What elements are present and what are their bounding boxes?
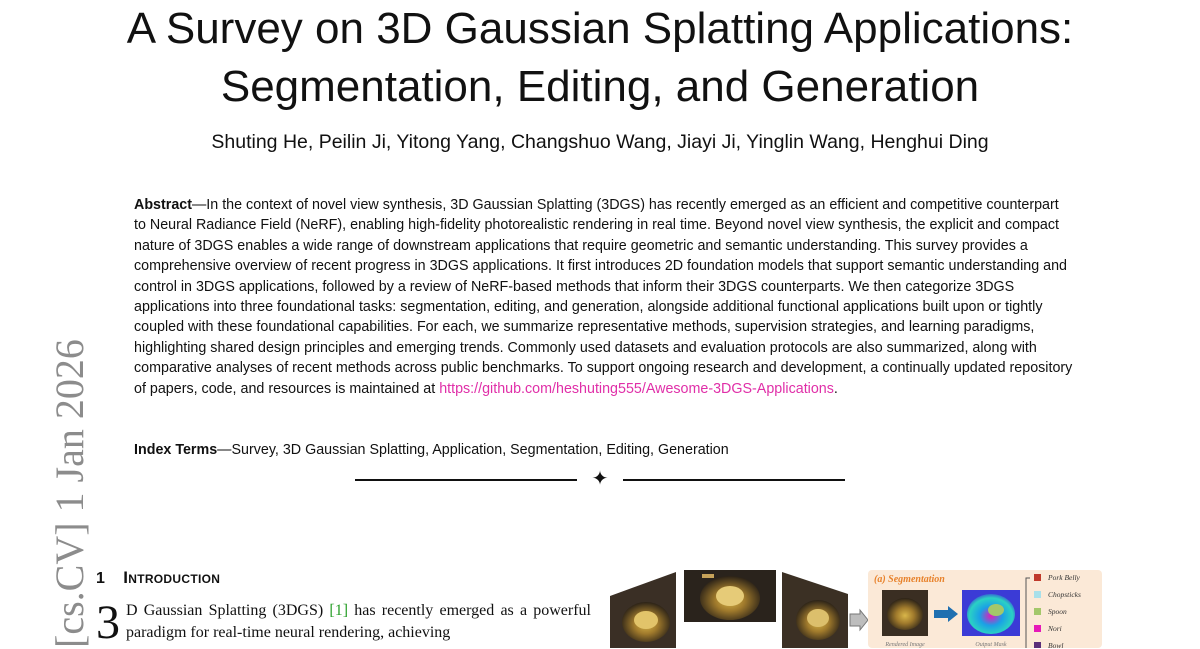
divider-star-icon: ✦ <box>591 468 609 490</box>
paper-title <box>0 0 1200 116</box>
paper-title-line-2: Segmentation, Editing, and Generation <box>220 62 980 111</box>
index-terms <box>134 440 1074 460</box>
legend-swatch <box>1034 608 1041 615</box>
paper-title-line-1: A Survey on 3D Gaussian Splatting Applications: <box>126 4 1074 53</box>
panel-title: (a) Segmentation <box>874 574 945 585</box>
author-list: Shuting He, Peilin Ji, Yitong Yang, Changshuo Wang, Jiayi Ji, Yinglin Wang, Henghui Ding <box>211 131 989 153</box>
teaser-figure <box>606 566 1106 648</box>
view-photo-right <box>782 572 848 648</box>
drop-cap: 3 <box>96 596 120 649</box>
legend-swatch <box>1034 625 1041 632</box>
caption-rendered-image: Rendered Image <box>885 642 925 648</box>
legend-label: Chopsticks <box>1048 590 1081 599</box>
index-terms-label: Index Terms <box>134 442 218 458</box>
view-photo-center <box>684 570 776 622</box>
legend-swatch <box>1034 574 1041 581</box>
segmentation-panel <box>868 570 1102 648</box>
teaser-figure-graphic <box>606 566 1106 648</box>
intro-paragraph <box>96 596 592 649</box>
arxiv-stamp: [cs.CV] 1 Jan 2026 <box>47 339 92 648</box>
abstract-label: Abstract <box>134 197 192 213</box>
legend-label: Nori <box>1048 624 1062 633</box>
abstract <box>134 195 1074 399</box>
arrow-icon <box>850 610 868 630</box>
abstract-end: . <box>833 380 838 397</box>
legend-label: Bowl <box>1048 641 1064 648</box>
legend-swatch <box>1034 591 1041 598</box>
legend-label: Pork Belly <box>1048 573 1080 582</box>
divider-line-left <box>355 479 577 481</box>
citation-link[interactable]: [1] <box>329 602 349 619</box>
section-number: 1 <box>96 570 106 587</box>
caption-output-mask: Output Mask <box>975 642 1007 648</box>
legend-label: Spoon <box>1048 607 1067 616</box>
view-photo-left <box>610 572 676 648</box>
section-heading <box>96 568 220 588</box>
abstract-text: —In the context of novel view synthesis, 3D Gaussian Splatting (3DGS) has recently emerged as an efficient and competitive counterpart to Neural Radiance Field (NeRF), enabling high-fidelity photorealistic rendering in real time. Beyond novel view synthesis, the explicit and compact nature of 3DGS enables a wide range of downstream applications that require geometric and semantic understanding. This survey provides a comprehensive overview of recent progress in 3DGS applications. It first introduces 2D foundation models that support semantic understanding and control in 3DGS applications, followed by a review of NeRF-based methods that inform their 3DGS counterparts. We then categorize 3DGS applications into three foundational tasks: segmentation, editing, and generation, alongside additional functional applications built upon or tightly coupled with these foundational capabilities. For each, we summarize representative methods, supervision strategies, and learning paradigms, highlighting shared design principles and emerging trends. Commonly used datasets and evaluation protocols are also summarized, along with comparative analyses of recent methods across public benchmarks. To support ongoing research and development, a continually updated repository of papers, code, and resources is maintained at <box>134 197 1073 397</box>
section-title: Introduction <box>123 568 221 587</box>
intro-text-a: D Gaussian Splatting (3DGS) <box>126 602 330 619</box>
repository-link[interactable]: https://github.com/heshuting555/Awesome-3DGS-Applications <box>439 380 834 397</box>
divider-line-right <box>623 479 845 481</box>
index-terms-text: —Survey, 3D Gaussian Splatting, Application, Segmentation, Editing, Generation <box>217 442 729 458</box>
legend-swatch <box>1034 642 1041 648</box>
intro-text-b: has recently emerged as a powerful paradigm for real-time neural rendering, achieving <box>126 602 592 641</box>
